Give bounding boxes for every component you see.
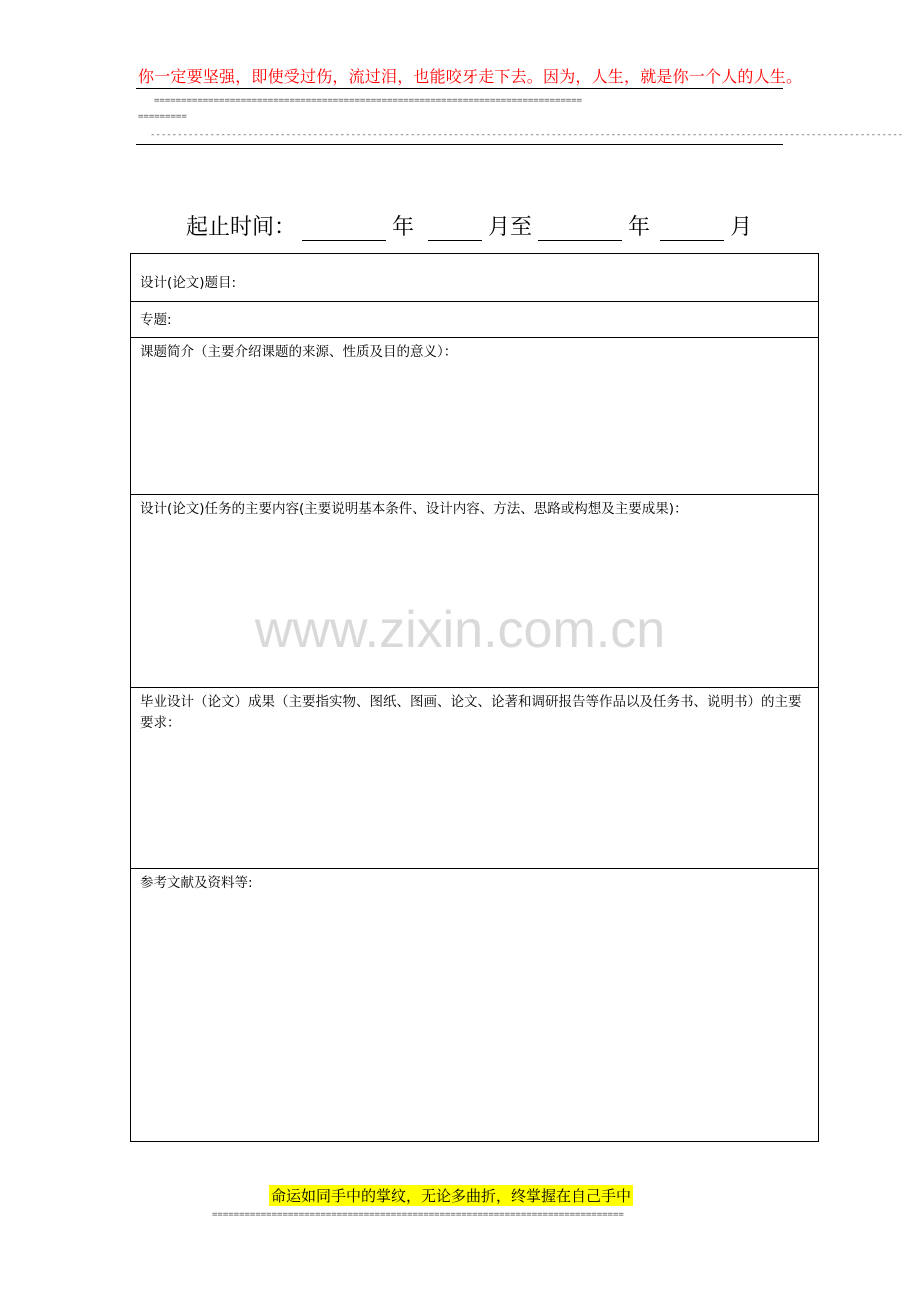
header-separator-eq-1: ===============================================================================	[154, 96, 583, 106]
form-row-deliverables[interactable]	[131, 688, 818, 869]
form-row-references[interactable]	[131, 869, 818, 1141]
end-month-unit: 月	[730, 215, 753, 240]
watermark: www.zixin.com.cn	[254, 601, 666, 659]
start-year-blank[interactable]	[302, 216, 386, 241]
period-line	[186, 210, 752, 241]
form-label-references: 参考文献及资料等:	[140, 875, 253, 891]
start-year-unit: 年	[392, 215, 415, 240]
form-label-introduction: 课题简介（主要介绍课题的来源、性质及目的意义）：	[140, 344, 458, 360]
header-separator-dash: -------------------------------------------------------------------------------------------------------------------------------------------	[150, 130, 904, 140]
footer-quote: 命运如同手中的掌纹，无论多曲折，终掌握在自己手中	[271, 1187, 632, 1205]
header-rule-bottom	[136, 144, 783, 145]
start-month-unit: 月至	[488, 215, 533, 240]
task-form-table	[130, 253, 819, 1142]
form-row-topic[interactable]	[131, 302, 818, 338]
form-label-deliverables: 毕业设计（论文）成果（主要指实物、图纸、图画、论文、论著和调研报告等作品以及任务书、说明书）的主要要求：	[140, 694, 802, 731]
form-label-thesis-title: 设计(论文)题目:	[140, 275, 237, 291]
form-label-main-content: 设计(论文)任务的主要内容(主要说明基本条件、设计内容、方法、思路或构想及主要成果)：	[140, 501, 688, 517]
start-month-blank[interactable]	[428, 216, 482, 241]
header-quote: 你一定要坚强，即使受过伤，流过泪，也能咬牙走下去。因为，人生，就是你一个人的人生。	[138, 67, 803, 86]
header-separator-eq-2: =========	[138, 112, 187, 122]
end-month-blank[interactable]	[660, 216, 724, 241]
form-row-thesis-title[interactable]	[131, 254, 818, 302]
end-year-unit: 年	[628, 215, 651, 240]
end-year-blank[interactable]	[538, 216, 622, 241]
form-row-introduction[interactable]	[131, 338, 818, 495]
header-rule-top	[136, 88, 783, 89]
period-label: 起止时间：	[186, 215, 297, 240]
footer-separator-eq: ============================================================================	[212, 1210, 624, 1220]
form-label-topic: 专题:	[140, 312, 172, 328]
